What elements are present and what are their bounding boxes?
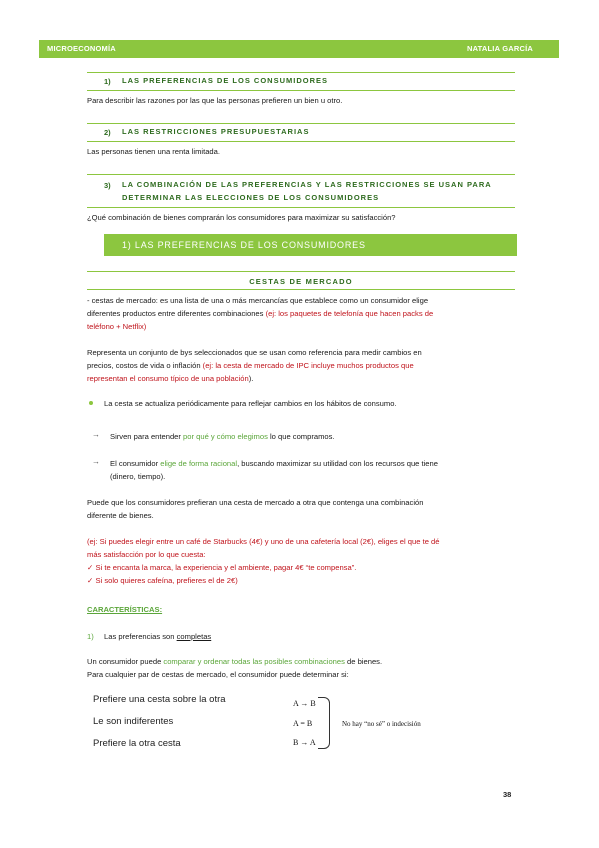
arrow-item-2: El consumidor elige de forma racional, buscando maximizar su utilidad con los recursos que tiene bbox=[110, 459, 438, 468]
relation-a-equals-b: A = B bbox=[293, 719, 313, 728]
arrow-item-1: Sirven para entender por qué y cómo elegimos lo que compramos. bbox=[110, 432, 335, 441]
no-indecision-note: No hay “no sé” o indecisión bbox=[342, 720, 421, 728]
example-line-4: ✓ Si solo quieres cafeína, prefieres el de 2€) bbox=[87, 576, 238, 585]
section-1-number: 1) bbox=[104, 77, 111, 86]
divider bbox=[87, 123, 515, 124]
arrow-right-icon: → bbox=[92, 457, 100, 466]
represent-line-3: representan el consumo típico de una población). bbox=[87, 374, 254, 383]
relation-b-over-a: B → A bbox=[293, 738, 316, 747]
section-2-title: LAS RESTRICCIONES PRESUPUESTARIAS bbox=[122, 127, 310, 136]
example-line-2: más satisfacción por lo que cuesta: bbox=[87, 550, 206, 559]
section-3-number: 3) bbox=[104, 181, 111, 190]
arrow-right-icon: → bbox=[92, 430, 100, 439]
page-number: 38 bbox=[503, 790, 512, 799]
section-1-description: Para describir las razones por las que las personas prefieren un bien u otro. bbox=[87, 96, 343, 105]
represent-line-1: Representa un conjunto de bys seleccionados que se usan como referencia para medir cambios en bbox=[87, 348, 422, 357]
definition-line-2: diferentes productos entre diferentes combinaciones (ej: los paquetes de telefonía que hacen packs de bbox=[87, 309, 434, 318]
example-line-3: ✓ Si te encanta la marca, la experiencia y el ambiente, pagar 4€ “te compensa”. bbox=[87, 563, 357, 572]
represent-line-2: precios, costos de vida o inflación (ej: la cesta de mercado de IPC incluye muchos productos que bbox=[87, 361, 414, 370]
section-3-description: ¿Qué combinación de bienes comprarán los consumidores para maximizar su satisfacción? bbox=[87, 213, 396, 222]
header-bar bbox=[39, 40, 559, 58]
prefer-line-1: Puede que los consumidores prefieran una cesta de mercado a otra que contenga una combinación bbox=[87, 498, 424, 507]
section-bar-heading bbox=[104, 234, 517, 256]
consumer-line-2: Para cualquier par de cestas de mercado, el consumidor puede determinar si: bbox=[87, 670, 349, 679]
brace-icon bbox=[318, 697, 330, 749]
prefer-line-2: diferente de bienes. bbox=[87, 511, 154, 520]
section-3-title-line2: DETERMINAR LAS ELECCIONES DE LOS CONSUMIDORES bbox=[122, 193, 380, 202]
definition-line-1: - cestas de mercado: es una lista de una o más mercancías que establece como un consumidor elige bbox=[87, 296, 429, 305]
preference-number: 1) bbox=[87, 632, 94, 641]
divider bbox=[87, 90, 515, 91]
caracteristicas-heading: CARACTERÍSTICAS: bbox=[87, 605, 163, 614]
option-prefer-other: Prefiere la otra cesta bbox=[93, 738, 181, 749]
author-name: NATALIA GARCÍA bbox=[467, 44, 533, 53]
option-indifferent: Le son indiferentes bbox=[93, 716, 174, 727]
subheading-cestas: CESTAS DE MERCADO bbox=[249, 277, 353, 286]
definition-line-3: teléfono + Netflix) bbox=[87, 322, 147, 331]
section-3-title-line1: LA COMBINACIÓN DE LAS PREFERENCIAS Y LAS RESTRICCIONES SE USAN PARA bbox=[122, 180, 492, 189]
relation-a-over-b: A → B bbox=[293, 699, 316, 708]
arrow-item-2-cont: (dinero, tiempo). bbox=[110, 472, 166, 481]
bullet-text: La cesta se actualiza periódicamente para reflejar cambios en los hábitos de consumo. bbox=[104, 399, 397, 408]
divider bbox=[87, 72, 515, 73]
section-2-description: Las personas tienen una renta limitada. bbox=[87, 147, 220, 156]
option-prefer-one: Prefiere una cesta sobre la otra bbox=[93, 694, 226, 705]
consumer-line-1: Un consumidor puede comparar y ordenar todas las posibles combinaciones de bienes. bbox=[87, 657, 383, 666]
example-line-1: (ej: Si puedes elegir entre un café de Starbucks (4€) y uno de una cafetería local (2€), eliges el que te dé bbox=[87, 537, 440, 546]
divider bbox=[87, 271, 515, 272]
subject-title: MICROECONOMÍA bbox=[47, 44, 116, 53]
bullet-icon bbox=[89, 401, 93, 405]
bar-heading-text: 1) LAS PREFERENCIAS DE LOS CONSUMIDORES bbox=[122, 240, 366, 250]
divider bbox=[87, 141, 515, 142]
section-1-title: LAS PREFERENCIAS DE LOS CONSUMIDORES bbox=[122, 76, 329, 85]
section-2-number: 2) bbox=[104, 128, 111, 137]
divider bbox=[87, 207, 515, 208]
divider bbox=[87, 174, 515, 175]
preference-completas: Las preferencias son completas bbox=[104, 632, 212, 641]
divider bbox=[87, 289, 515, 290]
